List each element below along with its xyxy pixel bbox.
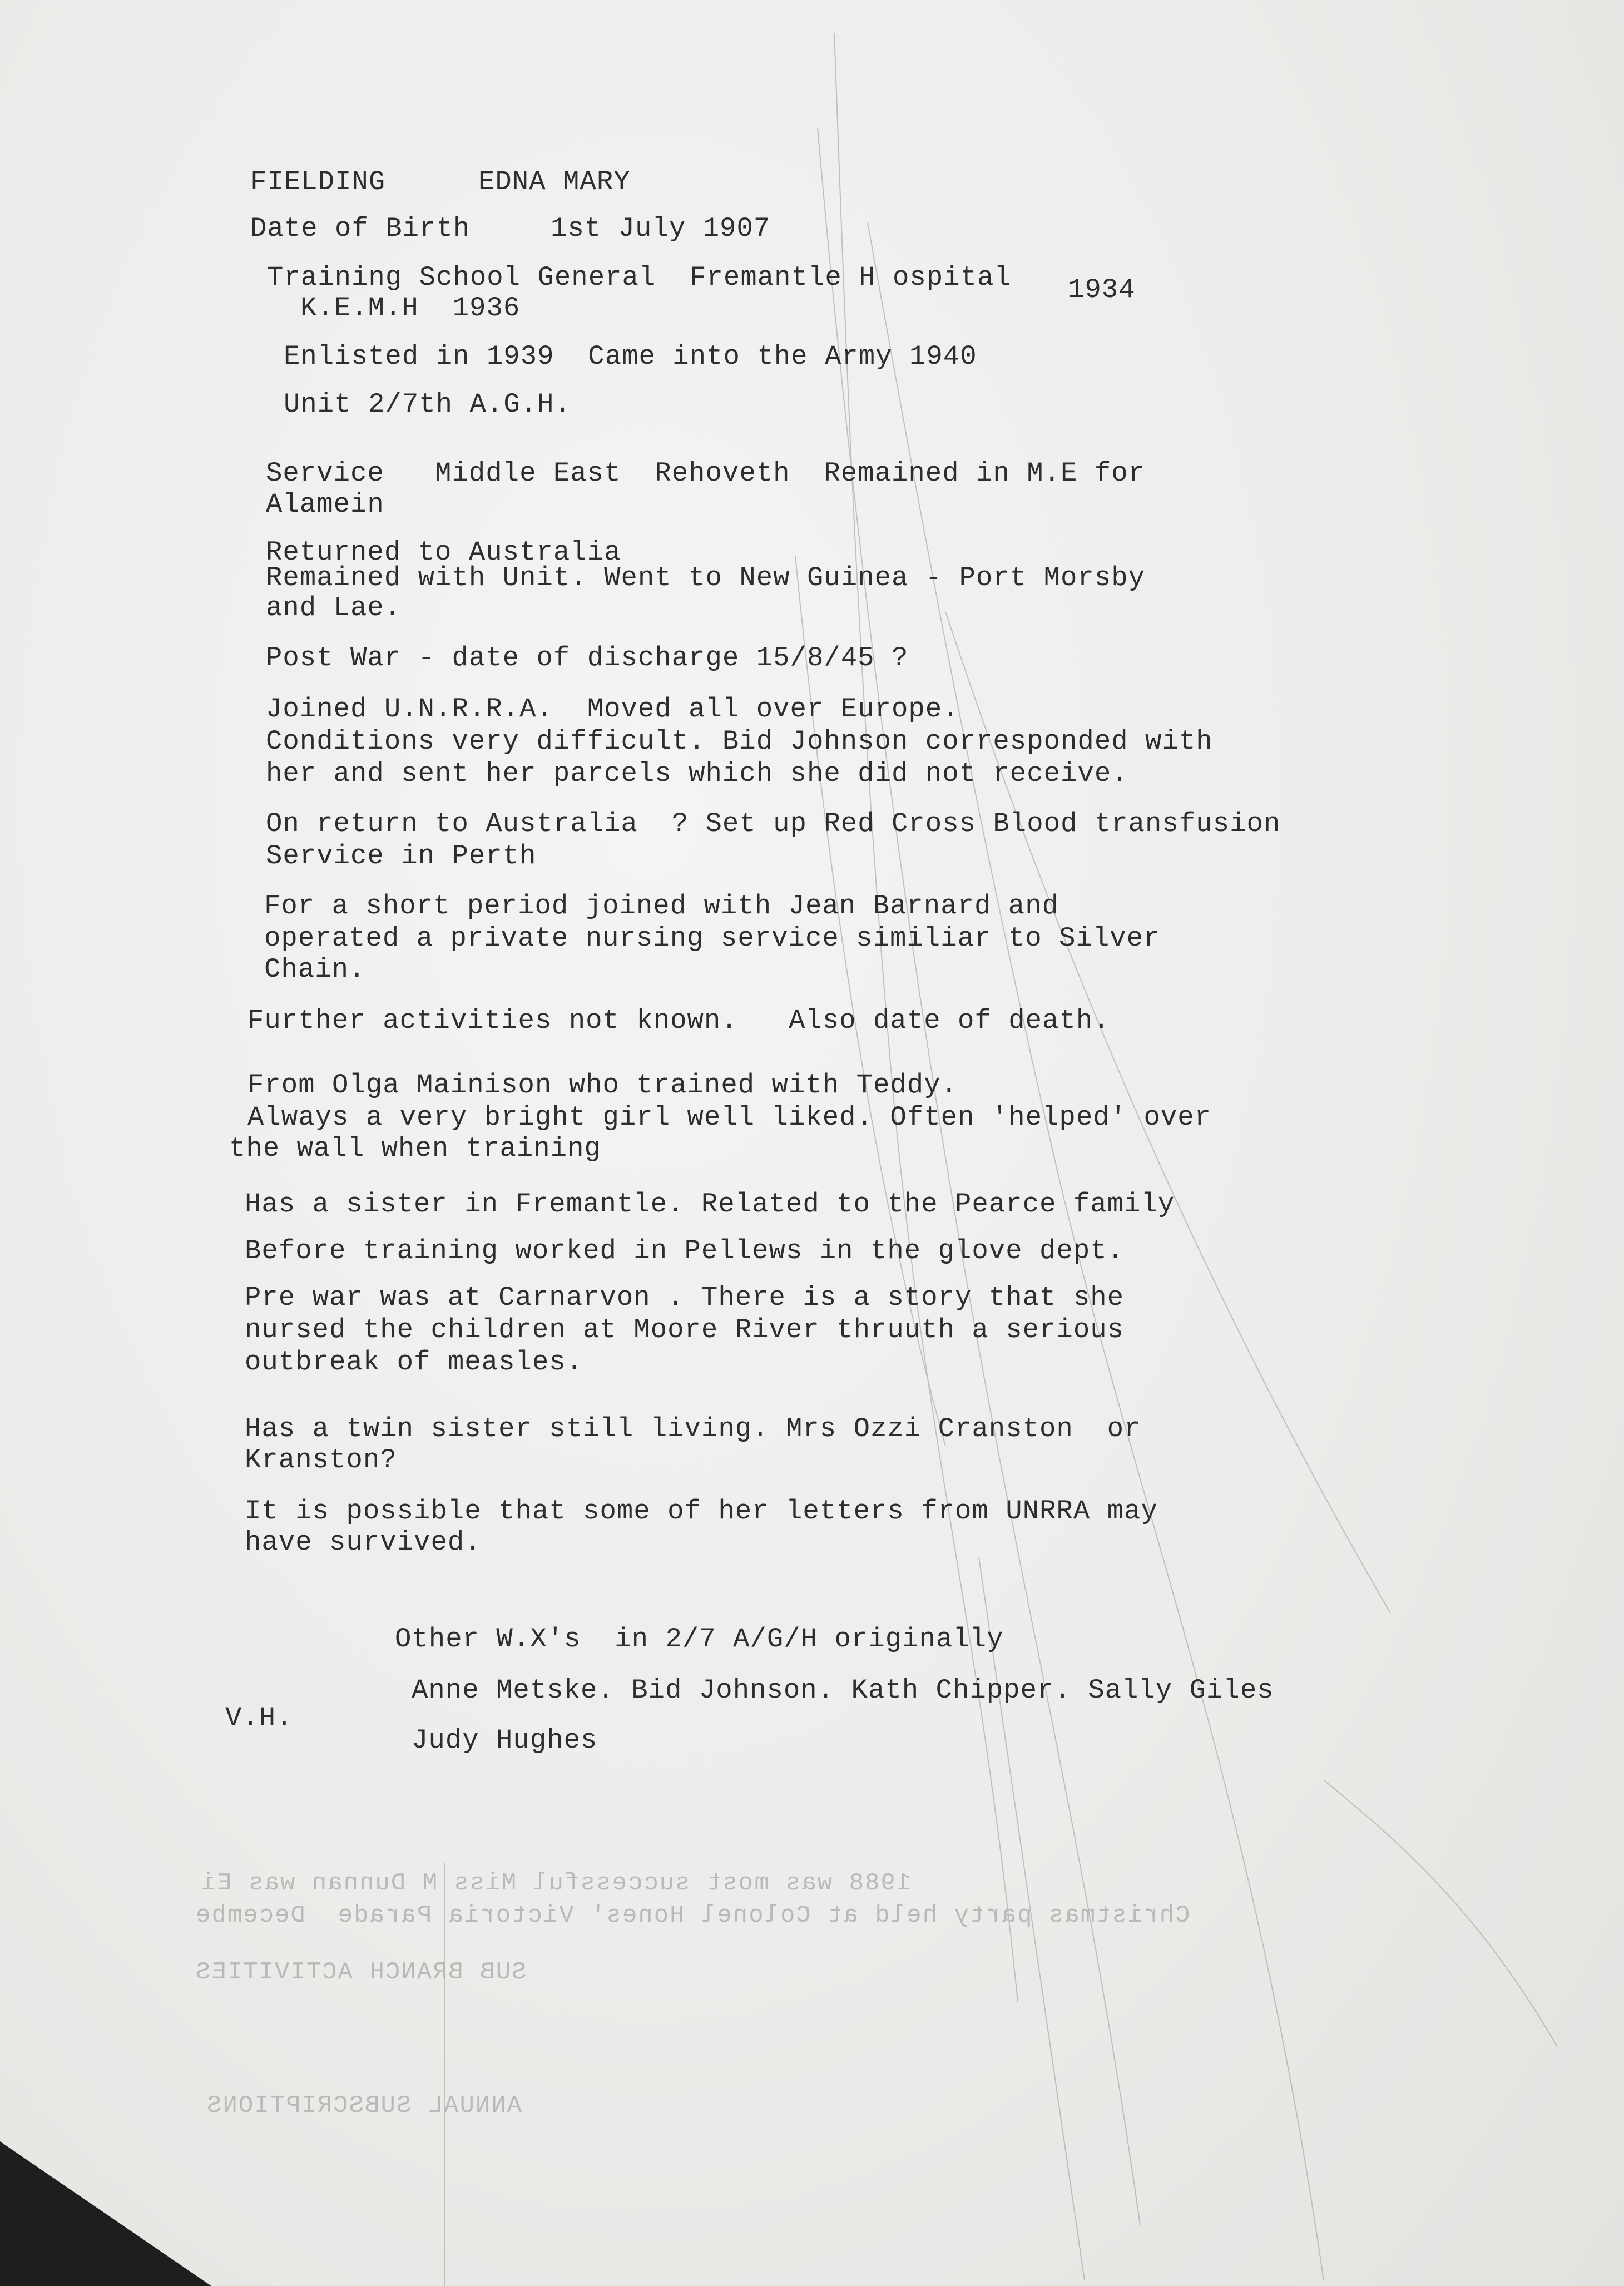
- returned-line-3: and Lae.: [266, 592, 402, 624]
- other-wx-names-1: Anne Metske. Bid Johnson. Kath Chipper. Sally Giles: [412, 1675, 1274, 1706]
- post-war-line: Post War - date of discharge 15/8/45 ?: [266, 642, 909, 674]
- short-period-line-3: Chain.: [264, 954, 366, 985]
- prewar-line-3: outbreak of measles.: [245, 1347, 583, 1378]
- other-wx-names-2: Judy Hughes: [412, 1725, 598, 1756]
- unrra-line-2: Conditions very difficult. Bid Johnson corresponded with: [266, 726, 1213, 757]
- olga-line-1: From Olga Mainison who trained with Teddy.: [247, 1070, 958, 1101]
- returned-line-1: Returned to Australia: [266, 537, 621, 568]
- short-period-line-1: For a short period joined with Jean Barnard and: [264, 890, 1059, 922]
- service-line-1: Service Middle East Rehoveth Remained in M.E for: [266, 458, 1146, 489]
- before-training-line: Before training worked in Pellews in the glove dept.: [245, 1235, 1125, 1266]
- short-period-line-2: operated a private nursing service similiar to Silver: [264, 923, 1161, 954]
- further-line: Further activities not known. Also date of death.: [247, 1005, 1110, 1036]
- olga-line-2: Always a very bright girl well liked. Often 'helped' over: [247, 1102, 1212, 1133]
- twin-line-1: Has a twin sister still living. Mrs Ozzi Cranston or: [245, 1413, 1141, 1444]
- unit-line: Unit 2/7th A.G.H.: [284, 389, 571, 420]
- sister-line: Has a sister in Fremantle. Related to the Pearce family: [245, 1189, 1175, 1220]
- given-names: EDNA MARY: [478, 166, 631, 197]
- letters-line-1: It is possible that some of her letters from UNRRA may: [245, 1496, 1158, 1527]
- service-line-2: Alamein: [266, 489, 384, 520]
- prewar-line-2: nursed the children at Moore River thruuth a serious: [245, 1314, 1125, 1345]
- surname: FIELDING: [250, 166, 386, 197]
- unrra-line-1: Joined U.N.R.R.A. Moved all over Europe.: [266, 694, 959, 725]
- training-line-2: K.E.M.H 1936: [300, 293, 521, 324]
- returned-line-2: Remained with Unit. Went to New Guinea - Port Morsby: [266, 562, 1146, 593]
- twin-line-2: Kranston?: [245, 1444, 397, 1476]
- training-line-1: Training School General Fremantle H ospital: [267, 262, 1011, 293]
- unrra-line-3: her and sent her parcels which she did not receive.: [266, 758, 1128, 789]
- olga-line-3: the wall when training: [229, 1133, 601, 1164]
- letters-line-2: have survived.: [245, 1527, 482, 1558]
- other-wx-heading: Other W.X's in 2/7 A/G/H originally: [395, 1624, 1004, 1655]
- initials: V.H.: [225, 1703, 293, 1734]
- enlisted-line: Enlisted in 1939 Came into the Army 1940: [284, 341, 977, 372]
- show-through-line-2: Christmas party held at Colonel Hones' Victoria Parade Decembe: [195, 1902, 1190, 1929]
- dob-value: 1st July 1907: [551, 213, 771, 244]
- show-through-line-4: ANNUAL SUBSCRIPTIONS: [206, 2092, 522, 2120]
- show-through-line-1: 1988 was most successful Miss M Dunnan was Ei: [200, 1869, 912, 1897]
- return-line-2: Service in Perth: [266, 840, 537, 872]
- return-line-1: On return to Australia ? Set up Red Cross Blood transfusion: [266, 808, 1281, 839]
- prewar-line-1: Pre war was at Carnarvon . There is a story that she: [245, 1282, 1125, 1313]
- training-year: 1934: [1068, 274, 1136, 305]
- show-through-line-3: SUB BRANCH ACTIVITIES: [195, 1958, 527, 1986]
- dob-label: Date of Birth: [250, 213, 471, 244]
